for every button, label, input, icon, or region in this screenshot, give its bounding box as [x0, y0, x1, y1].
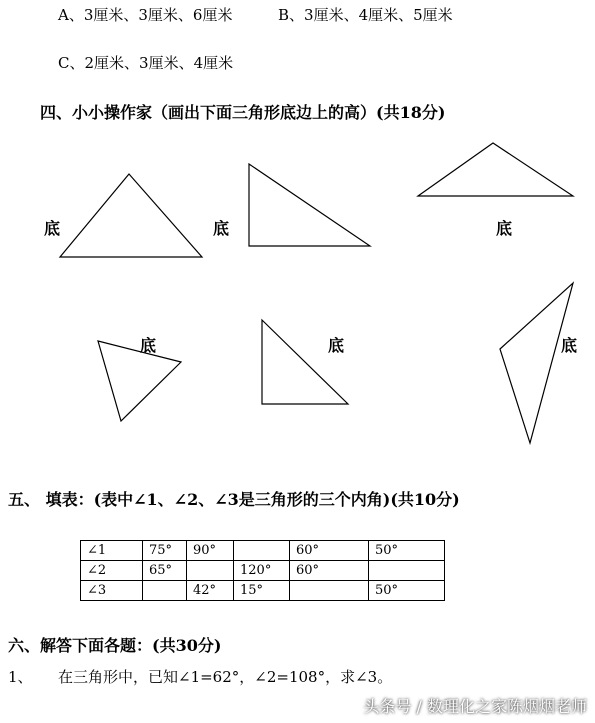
base-label-6: 底: [561, 336, 578, 355]
table-cell: [234, 541, 290, 561]
table-row: [81, 581, 445, 601]
table-cell: 90°: [187, 541, 234, 561]
table-cell: 42°: [187, 581, 234, 601]
option-c: C、2厘米、3厘米、4厘米: [58, 54, 234, 72]
table-cell: 15°: [234, 581, 290, 601]
table-cell: 50°: [369, 581, 445, 601]
table-cell: [290, 581, 369, 601]
triangle-3: [418, 143, 573, 196]
triangle-2: [249, 164, 370, 246]
option-a: A、3厘米、3厘米、6厘米: [58, 6, 233, 24]
table-cell: 60°: [290, 561, 369, 581]
base-label-1: 底: [44, 219, 61, 238]
question-1-text: 在三角形中，已知∠1=62°，∠2=108°，求∠3。: [58, 668, 393, 686]
base-label-4: 底: [140, 336, 157, 355]
option-b: B、3厘米、4厘米、5厘米: [278, 6, 453, 24]
table-cell: ∠3: [81, 581, 143, 601]
triangle-6: [500, 283, 573, 443]
watermark: 头条号 / 数理化之家陈烟烟老师: [363, 697, 587, 716]
table-row: [81, 541, 445, 561]
table-cell: 65°: [143, 561, 187, 581]
table-row: [81, 561, 445, 581]
table-cell: ∠2: [81, 561, 143, 581]
table-cell: 60°: [290, 541, 369, 561]
table-cell: 75°: [143, 541, 187, 561]
base-label-3: 底: [496, 219, 513, 238]
table-cell: [143, 581, 187, 601]
question-1-number: 1、: [8, 668, 33, 686]
section-4-title: 四、小小操作家（画出下面三角形底边上的高）(共18分): [40, 103, 446, 122]
triangle-1: [60, 174, 202, 257]
triangle-5: [262, 320, 348, 404]
table-cell: [369, 561, 445, 581]
table-cell: ∠1: [81, 541, 143, 561]
table-cell: 120°: [234, 561, 290, 581]
table-cell: [187, 561, 234, 581]
section-5-title: 五、 填表：(表中∠1、∠2、∠3是三角形的三个内角)(共10分): [8, 490, 460, 509]
base-label-5: 底: [328, 336, 345, 355]
table-cell: 50°: [369, 541, 445, 561]
angle-table: [80, 540, 445, 601]
section-6-title: 六、解答下面各题：(共30分): [8, 636, 222, 655]
base-label-2: 底: [213, 219, 230, 238]
